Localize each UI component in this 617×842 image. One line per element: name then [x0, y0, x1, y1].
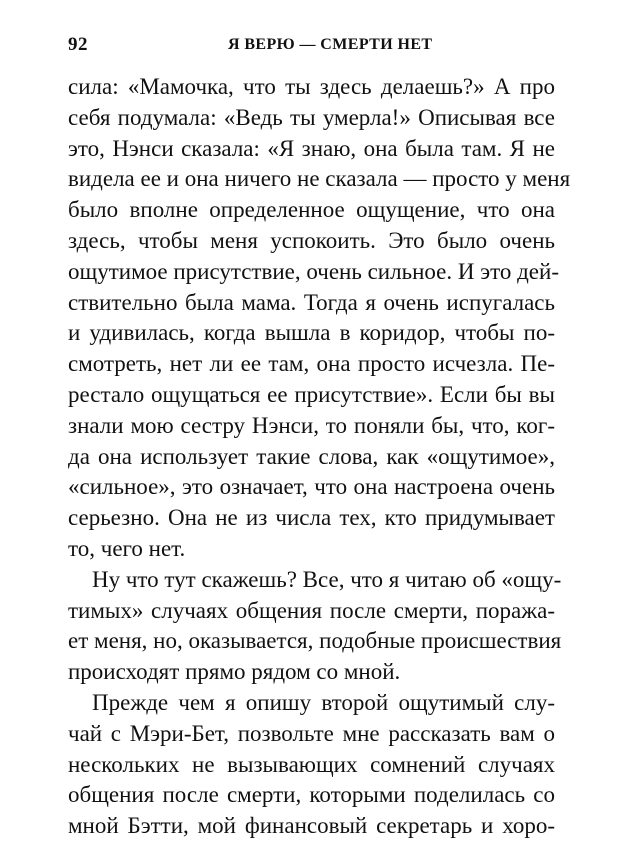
text-line: да она использует такие слова, как «ощутимое»,: [68, 443, 555, 469]
text-line: общения после смерти, которыми поделилась со: [68, 782, 555, 808]
running-head: [68, 34, 555, 62]
text-line: «сильное», это означает, что она настроена очень: [68, 474, 555, 500]
text-line: чай с Мэри-Бет, позвольте мне рассказать вам о: [68, 720, 555, 746]
text-line: серьезно. Она не из числа тех, кто придумывает: [68, 505, 555, 531]
text-line: мной Бэтти, мой финансовый секретарь и хоро-: [68, 813, 555, 839]
body-text: [68, 72, 571, 842]
text-line: ощутимое присутствие, очень сильное. И это дей-: [68, 258, 559, 284]
text-line: и удивилась, когда вышла в коридор, чтобы по-: [68, 320, 555, 346]
page-number: 92: [68, 34, 88, 55]
paragraph: [68, 72, 571, 565]
text-line: ствительно была мама. Тогда я очень испугалась: [68, 289, 555, 315]
text-line: было вполне определенное ощущение, что она: [68, 197, 555, 223]
text-line: сила: «Мамочка, что ты здесь делаешь?» А про: [68, 74, 555, 99]
text-line: видела ее и она ничего не сказала — просто у меня: [68, 166, 571, 192]
paragraph: [68, 688, 555, 842]
text-line: себя подумала: «Ведь ты умерла!» Описывая все: [68, 104, 555, 130]
text-line: Прежде чем я опишу второй ощутимый слу-: [92, 689, 555, 715]
text-line: здесь, чтобы меня успокоить. Это было очень: [68, 227, 555, 253]
text-line: Ну что тут скажешь? Все, что я читаю об «ощу-: [92, 566, 562, 592]
text-line: это, Нэнси сказала: «Я знаю, она была там. Я не: [68, 135, 555, 161]
text-line: ет меня, но, оказывается, подобные происшествия: [68, 628, 562, 654]
paragraph: [68, 565, 562, 688]
text-line: происходят прямо рядом со мной.: [68, 659, 401, 685]
text-line: то, чего нет.: [68, 535, 186, 561]
text-line: тимых» случаях общения после смерти, поража-: [68, 597, 555, 623]
text-line: нескольких не вызывающих сомнений случаях: [68, 751, 555, 777]
text-line: рестало ощущаться ее присутствие». Если бы вы: [68, 381, 555, 407]
text-line: смотреть, нет ли ее там, она просто исчезла. Пе-: [68, 351, 555, 377]
running-title: Я ВЕРЮ — СМЕРТИ НЕТ: [228, 36, 433, 53]
text-line: знали мою сестру Нэнси, то поняли бы, что, ког-: [68, 412, 555, 438]
